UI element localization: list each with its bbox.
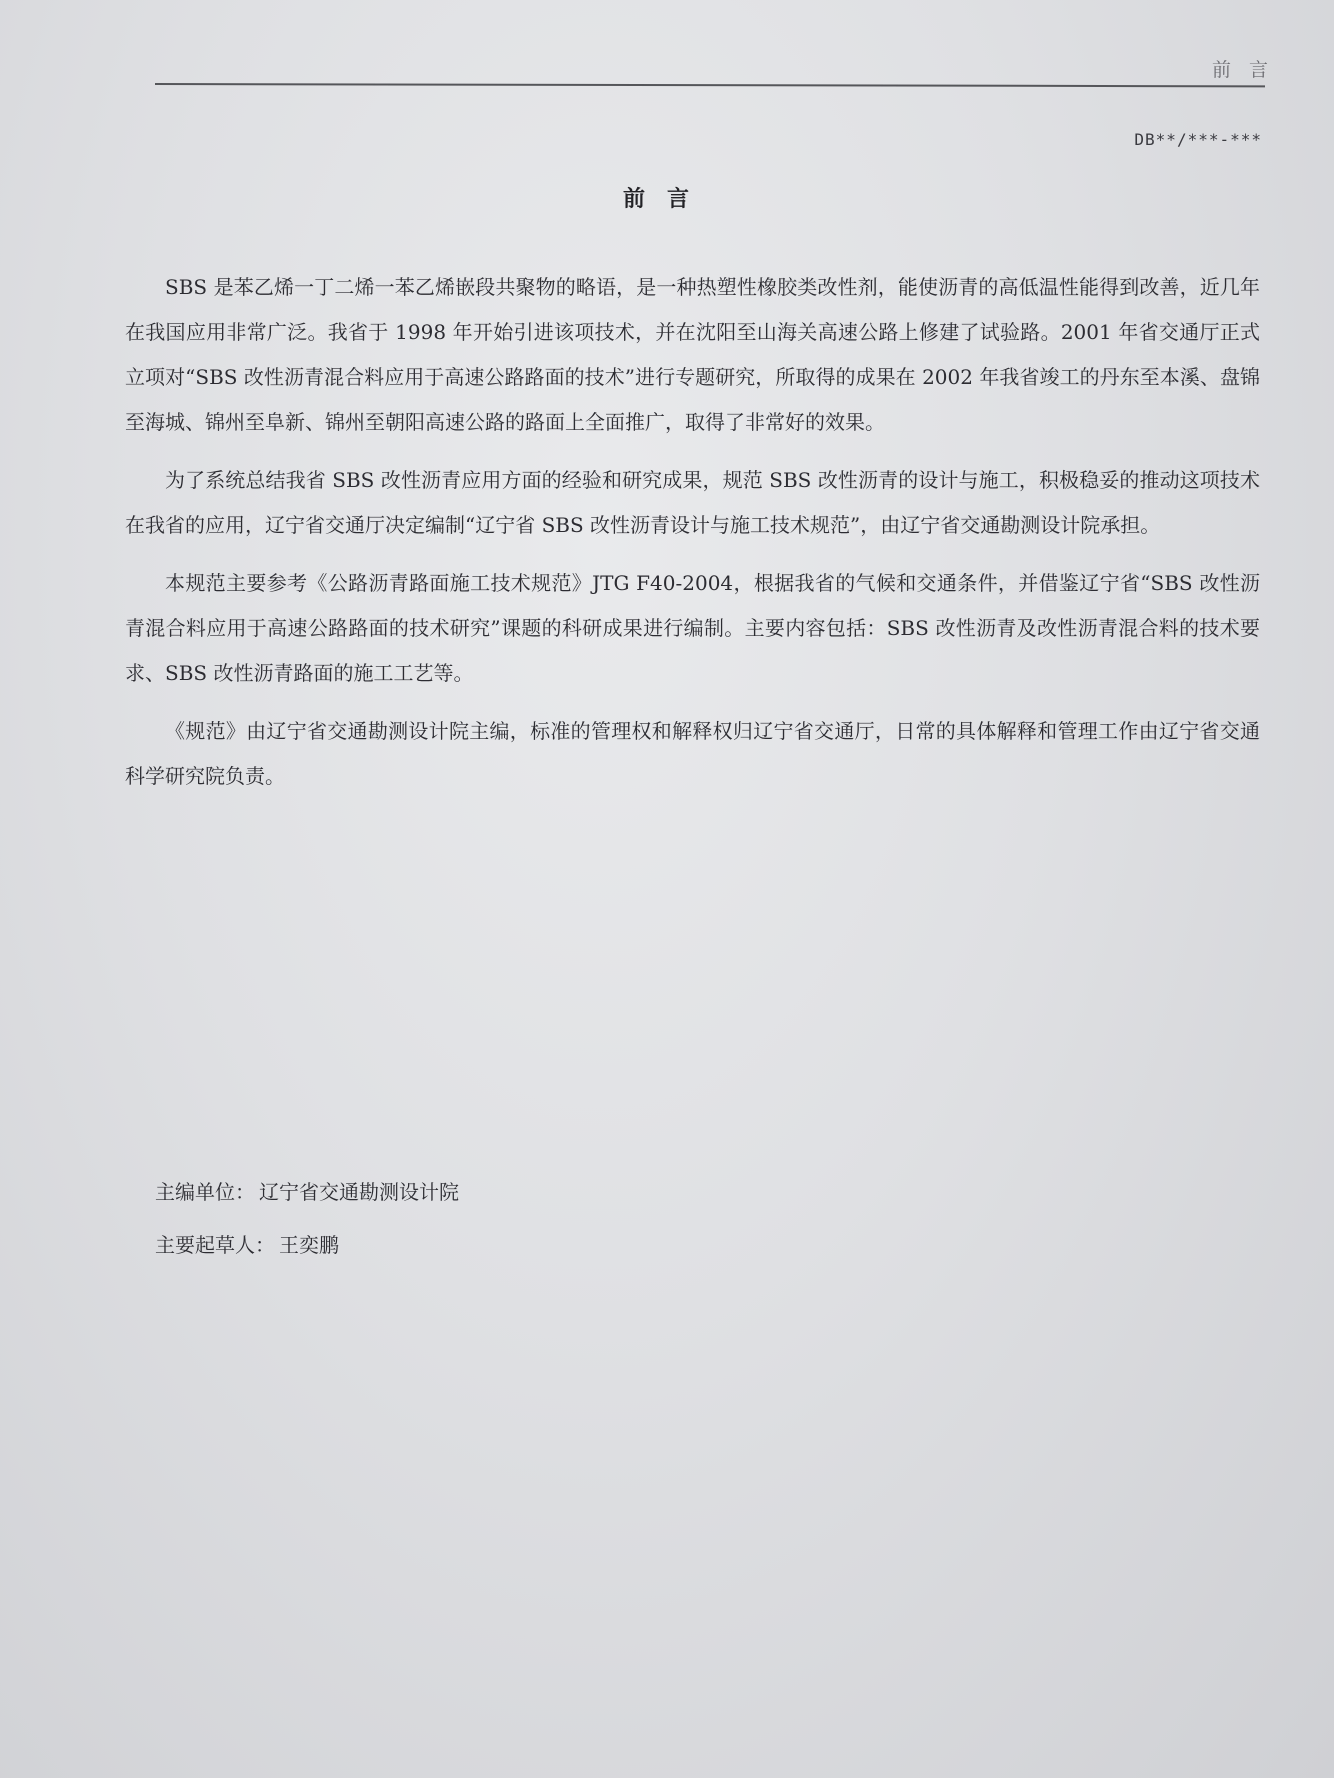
running-header: 前 言 [1211,59,1274,81]
standard-code: DB**/***-*** [1134,130,1262,149]
foreword-body [125,265,1260,812]
drafter-line [155,1229,339,1258]
paragraph-2: 为了系统总结我省 SBS 改性沥青应用方面的经验和研究成果，规范 SBS 改性沥青的设计与施工，积极稳妥的推动这项技术在我省的应用，辽宁省交通厅决定编制“辽宁省 SBS 改性沥青设计与施工技术规范”，由辽宁省交通勘测设计院承担。 [125,468,1260,537]
chief-editor-label: 主编单位： [155,1180,255,1204]
paragraph-4: 《规范》由辽宁省交通勘测设计院主编，标准的管理权和解释权归辽宁省交通厅，日常的具体解释和管理工作由辽宁省交通科学研究院负责。 [125,719,1260,788]
chief-editor-value: 辽宁省交通勘测设计院 [259,1180,459,1204]
page-title: 前言 [622,187,711,212]
chief-editor-line [155,1176,459,1205]
paragraph-1: SBS 是苯乙烯一丁二烯一苯乙烯嵌段共聚物的略语，是一种热塑性橡胶类改性剂，能使沥青的高低温性能得到改善，近几年在我国应用非常广泛。我省于 1998 年开始引进该项技术，并在沈阳至山海关高速公路上修建了试验路。2001 年省交通厅正式立项对“SBS 改性沥青混合料应用于高速公路路面的技术”进行专题研究，所取得的成果在 2002 年我省竣工的丹东至本溪、盘锦至海城、锦州至阜新、锦州至朝阳高速公路的路面上全面推广，取得了非常好的效果。 [125,275,1260,434]
drafter-value: 王奕鹏 [279,1233,339,1257]
header-rule [155,83,1265,87]
drafter-label: 主要起草人： [155,1233,275,1257]
paragraph-3: 本规范主要参考《公路沥青路面施工技术规范》JTG F40-2004，根据我省的气候和交通条件，并借鉴辽宁省“SBS 改性沥青混合料应用于高速公路路面的技术研究”课题的科研成果进行编制。主要内容包括：SBS 改性沥青及改性沥青混合料的技术要求、SBS 改性沥青路面的施工工艺等。 [125,571,1260,685]
